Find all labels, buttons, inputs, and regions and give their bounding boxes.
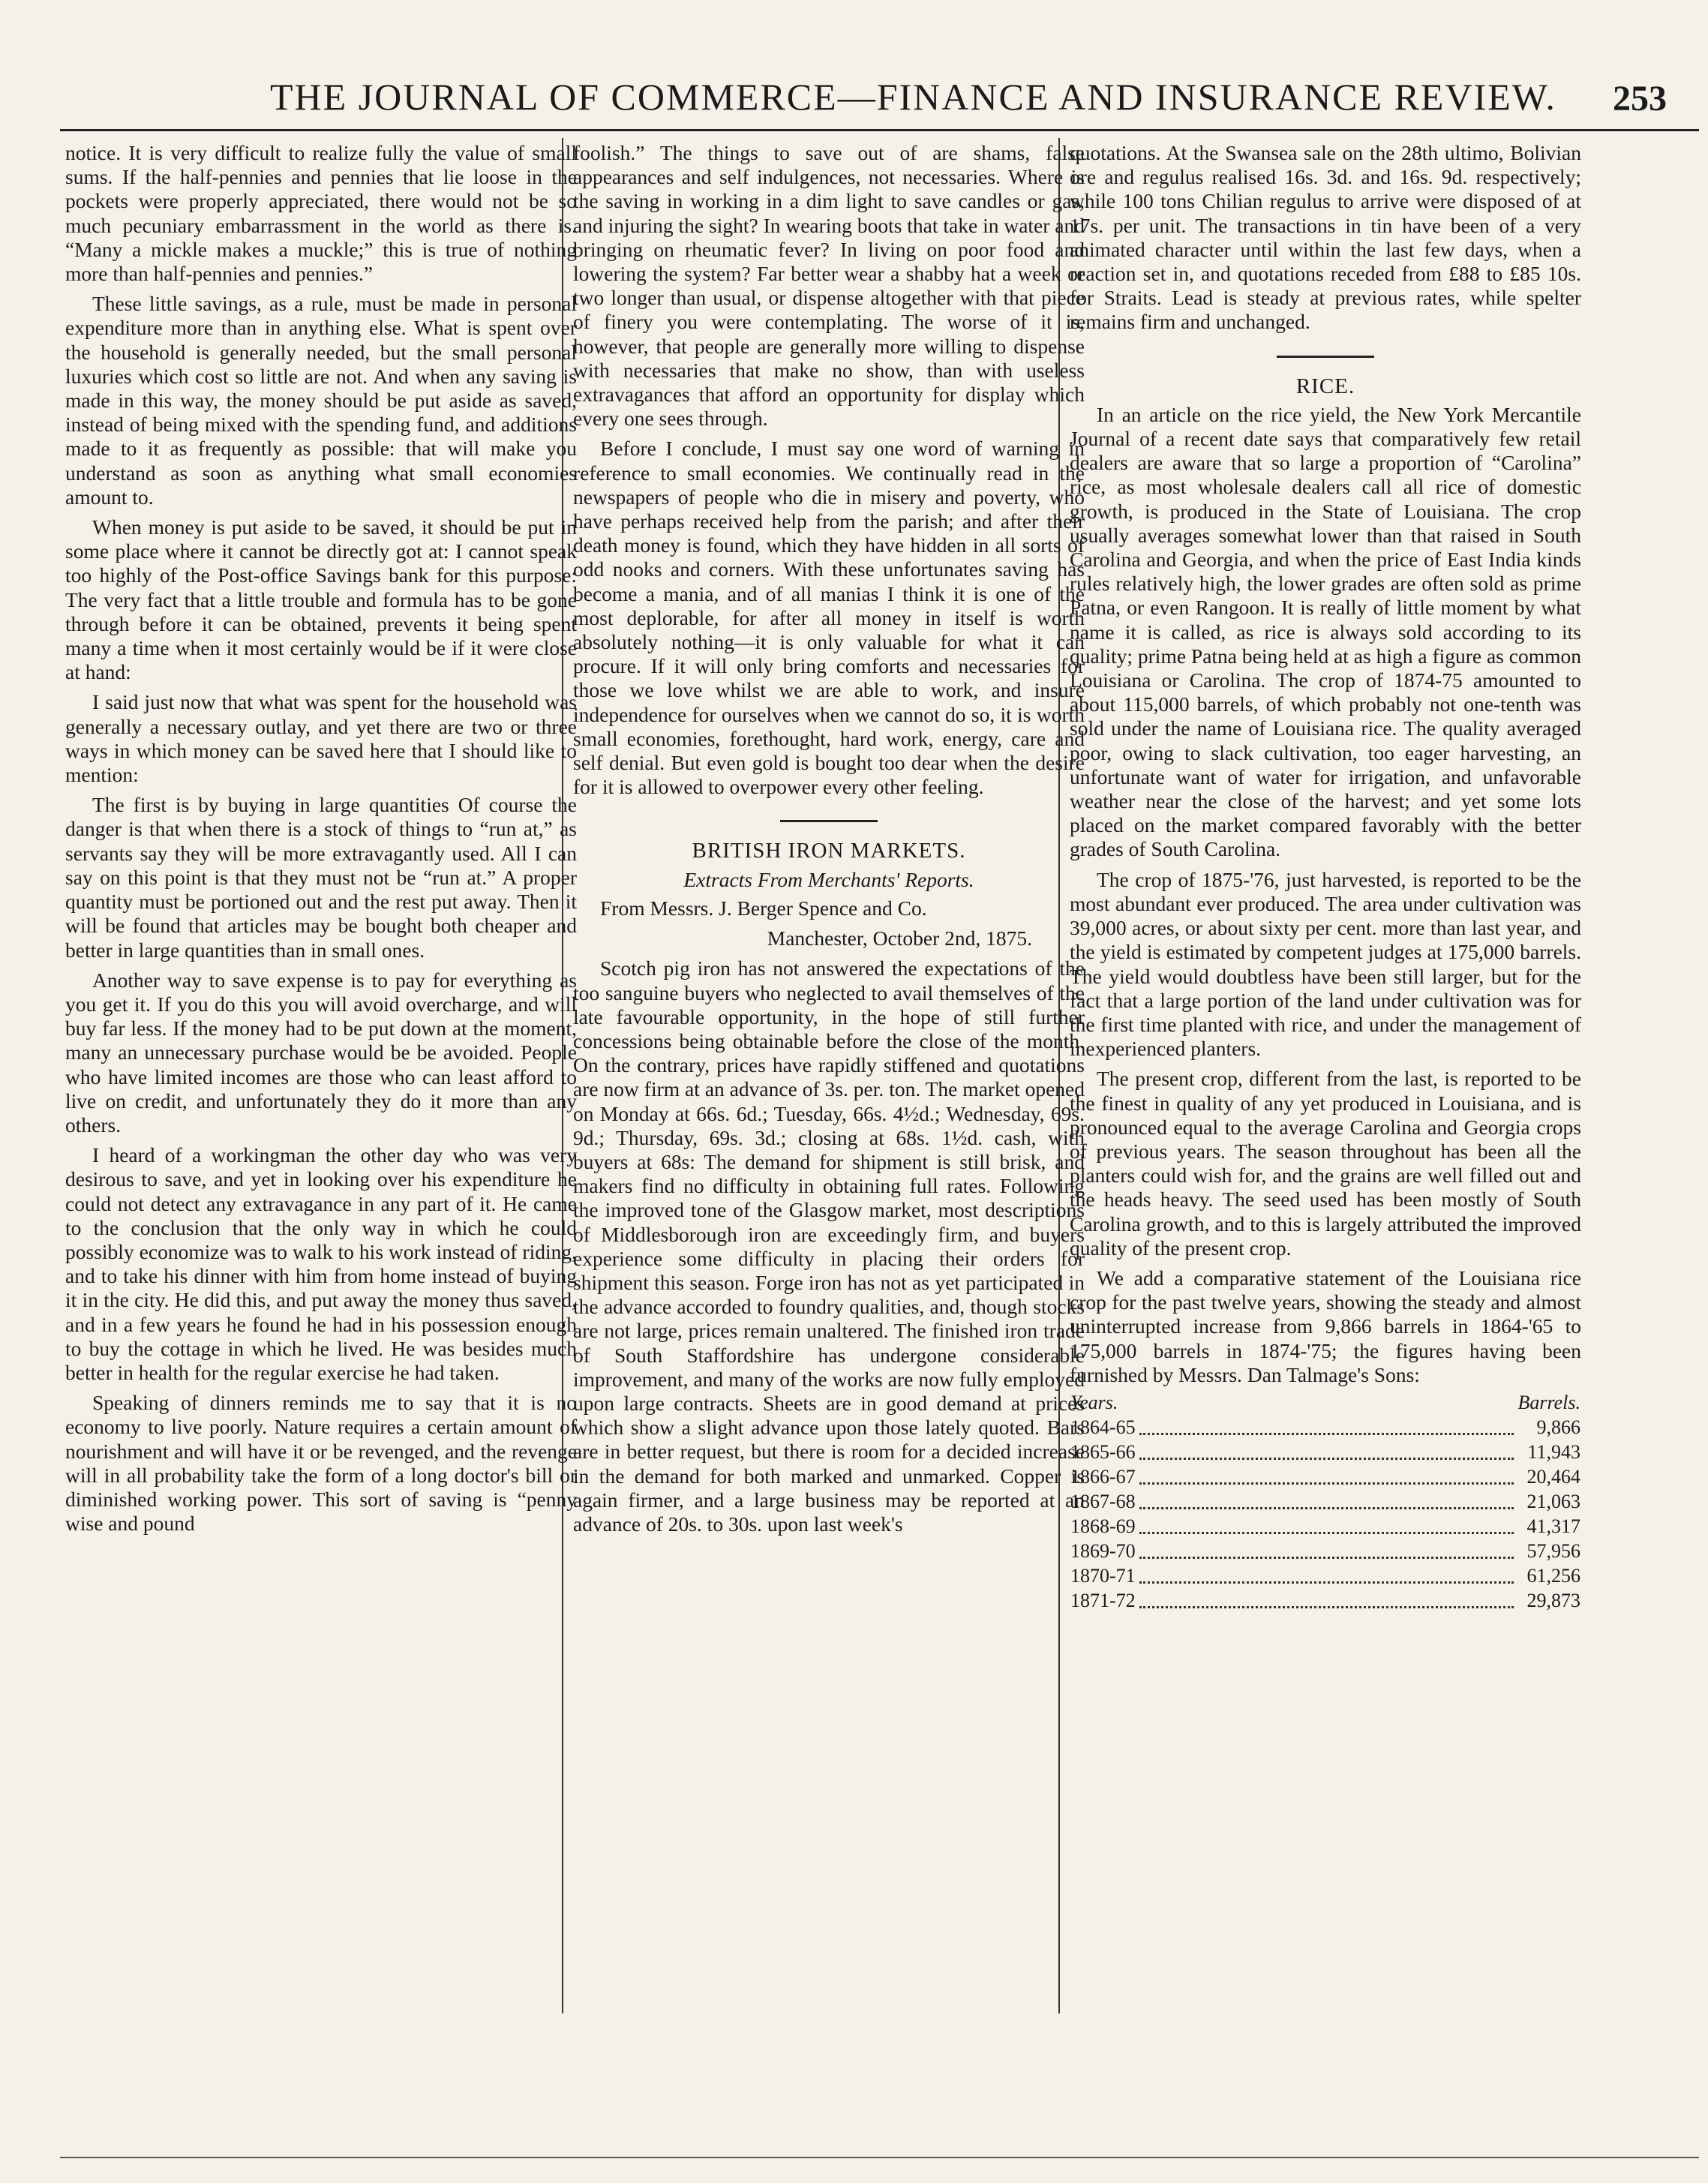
leader-dots (1136, 1489, 1517, 1514)
paragraph: Before I conclude, I must say one word of warning in reference to small economies. We continually read in the newspapers of people who die in misery and poverty, who have perhaps received help from the parish; and after their death money is found, which they have hidden in all sorts of odd nooks and corners. With these unfortunates saving has become a mania, and of all manias I think it is one of the most deplorable, for after all money in itself is worth absolutely nothing—it is only valuable for what it can procure. If it will only bring comforts and necessaries for those we love whilst we are able to work, and insure independence for ourselves when we cannot do so, it is worth small economies, forethought, hard work, energy, care and self denial. But even gold is bought too dear when the desire for it is allowed to overpower every other feeling. (573, 437, 1085, 799)
leader-dots (1136, 1464, 1517, 1489)
barrels-cell: 21,063 (1526, 1490, 1580, 1512)
barrels-cell: 11,943 (1527, 1440, 1580, 1463)
table-row (1070, 1514, 1581, 1539)
rice-heading: RICE. (1295, 374, 1355, 398)
year-cell: 1870-71 (1070, 1564, 1136, 1587)
iron-markets-heading: BRITISH IRON MARKETS. (692, 839, 966, 863)
iron-report-source: From Messrs. J. Berger Spence and Co. (600, 896, 927, 920)
page-number: 253 (1613, 79, 1667, 119)
table-header-row (1070, 1390, 1581, 1415)
year-cell: 1869-70 (1070, 1539, 1136, 1562)
rice-table-body (1070, 1415, 1581, 1613)
year-cell: 1866-67 (1070, 1465, 1136, 1488)
paragraph: notice. It is very difficult to realize fully the value of small sums. If the half-pennies and pennies that lie loose in the pockets were properly appreciated, there would not be so much pecuniary embarrassment in the world as there is. “Many a mickle makes a muckle;” this is true of nothing more than half-pennies and pennies.” (65, 141, 577, 286)
iron-report-body: Scotch pig iron has not answered the expectations of the too sanguine buyers who neglected to avail themselves of the late favourable opportunity, in the hope of still further concessions being obtainable before the close of the month. On the contrary, prices have rapidly stiffened and quotations are now firm at an advance of 3s. per. ton. The market opened on Monday at 66s. 6d.; Tuesday, 66s. 4½d.; Wednesday, 69s. 9d.; Thursday, 69s. 3d.; closing at 68s. 1½d. cash, with buyers at 68s: The demand for shipment is still brisk, and makers find no difficulty in obtaining full rates. Following the improved tone of the Glasgow market, most descriptions of Middlesborough iron are exceedingly firm, and buyers experience some difficulty in placing their orders for shipment this season. Forge iron has not as yet participated in the advance accorded to foundry qualities, and, though stocks are not large, prices remain unaltered. The finished iron trade of South Staffordshire has undergone considerable improvement, and many of the works are now fully employed upon large contracts. Sheets are in good demand at prices which show a slight advance upon those lately quoted. Bars are in better request, but there is room for a decided increase in the demand for both marked and unmarked. Copper is again firmer, and a large business may be reported at an advance of 20s. to 30s. upon last week's (573, 956, 1085, 1536)
leader-dots (1136, 1514, 1517, 1539)
column-3 (1070, 141, 1581, 1613)
bottom-rule (60, 2157, 1699, 2158)
table-row (1070, 1464, 1581, 1489)
table-row (1070, 1588, 1581, 1613)
table-row (1070, 1539, 1581, 1563)
paragraph: foolish.” The things to save out of are shams, false appearances and self indulgences, not necessaries. Where is the saving in working in a dim light to save candles or gas, and injuring the sight? In wearing boots that take in water and bringing on rheumatic fever? In living on poor food and lowering the system? Far better wear a shabby hat a week or two longer than usual, or dispense altogether with that piece of finery you were contemplating. The worse of it is, however, that people are generally more willing to dispense with necessaries that make no show, than with useless extravagances that afford an opportunity for display which every one sees through. (573, 141, 1085, 431)
iron-markets-subheading: Extracts From Merchants' Reports. (683, 867, 974, 891)
iron-report-continued: quotations. At the Swansea sale on the 28th ultimo, Bolivian ore and regulus realised 16s. 3d. and 16s. 9d. respectively; while 100 tons Chilian regulus to arrive were disposed of at 17s. per unit. The transactions in tin have been of a very animated character until within the last few days, when a reaction set in, and quotations receded from £88 to £85 10s. for Straits. Lead is steady at previous rates, while spelter remains firm and unchanged. (1070, 141, 1581, 334)
column-2 (573, 141, 1085, 1536)
paragraph: The crop of 1875-'76, just harvested, is reported to be the most abundant ever produced. The area under cultivation was 39,000 acres, or about sixty per cent. more than last year, and the yield is estimated by competent judges at 175,000 barrels. The yield would doubtless have been still larger, but for the fact that a large portion of the land under cultivation was for the first time planted with rice, and under the management of inexperienced planters. (1070, 867, 1581, 1061)
barrels-cell: 57,956 (1526, 1539, 1580, 1562)
column-1 (65, 141, 577, 1536)
year-cell: 1864-65 (1070, 1416, 1136, 1438)
paragraph: The first is by buying in large quantities Of course the danger is that when there is a stock of things to “run at,” as servants say they will be more extravagantly used. All I can say on this point is that they must not be “run at.” A proper quantity must be portioned out and the rest put away. Then it will be found that articles may be bought both cheaper and better in large quantities than in small ones. (65, 793, 577, 962)
years-column-header: Years. (1070, 1391, 1118, 1413)
barrels-cell: 41,317 (1526, 1515, 1580, 1537)
paragraph: I heard of a workingman the other day who was very desirous to save, and yet in looking over his expenditure he could not detect any extravagance in any part of it. He came to the conclusion that the only way in which he could possibly economize was to walk to his work instead of riding, and to take his dinner with him from home instead of buying it in the city. He did this, and put away the money thus saved, and in a few years he found he had in his possession enough to buy the cottage in which he lived. He was besides much better in health for the regular exercise he had taken. (65, 1143, 577, 1384)
table-row (1070, 1440, 1581, 1464)
barrels-cell: 29,873 (1526, 1589, 1580, 1611)
leader-dots (1136, 1539, 1517, 1563)
barrels-cell: 20,464 (1526, 1465, 1580, 1488)
iron-report-dateline: Manchester, October 2nd, 1875. (767, 926, 1032, 950)
year-cell: 1865-66 (1070, 1440, 1136, 1463)
section-divider (1277, 356, 1374, 358)
paragraph: These little savings, as a rule, must be made in personal expenditure more than in anything else. What is spent over the household is generally needed, but the small personal luxuries which cost so little are not. And when any saving is made in this way, the money should be put aside as saved, instead of being mixed with the spending fund, and additions made to it as frequently as possible: that will make you understand as soon as anything what small economies amount to. (65, 292, 577, 509)
paragraph: The present crop, different from the last, is reported to be the finest in quality of any yet produced in Louisiana, and is pronounced equal to the average Carolina and Georgia crops of previous years. The season throughout has been all the planters could wish for, and the grains are well filled out and the heads heavy. The seed used has been mostly of South Carolina growth, and to this is largely attributed the improved quality of the present crop. (1070, 1067, 1581, 1260)
leader-dots (1136, 1440, 1517, 1464)
table-row (1070, 1415, 1581, 1440)
running-head: THE JOURNAL OF COMMERCE—FINANCE AND INSURANCE REVIEW. (270, 76, 1556, 118)
rice-crop-table (1070, 1390, 1581, 1613)
paragraph: I said just now that what was spent for the household was generally a necessary outlay, and yet there are two or three ways in which money can be saved here that I should like to mention: (65, 690, 577, 787)
barrels-cell: 9,866 (1536, 1416, 1580, 1438)
year-cell: 1871-72 (1070, 1589, 1136, 1611)
paragraph: We add a comparative statement of the Louisiana rice crop for the past twelve years, showing the steady and almost uninterrupted increase from 9,866 barrels in 1864-'65 to 175,000 barrels in 1874-'75; the figures having been furnished by Messrs. Dan Talmage's Sons: (1070, 1266, 1581, 1386)
year-cell: 1868-69 (1070, 1515, 1136, 1537)
section-divider (780, 820, 878, 822)
table-row (1070, 1489, 1581, 1514)
header-rule (60, 129, 1699, 131)
leader-dots (1136, 1588, 1517, 1613)
barrels-cell: 61,256 (1526, 1564, 1580, 1587)
paragraph: When money is put aside to be saved, it should be put in some place where it cannot be directly got at: I cannot speak too highly of the Post-office Savings bank for this purpose: The very fact that a little trouble and formula has to be gone through before it can be obtained, prevents it being spent many a time when it most certainly would be if it were close at hand: (65, 515, 577, 684)
paragraph: Speaking of dinners reminds me to say that it is no economy to live poorly. Nature requires a certain amount of nourishment and will have it or be revenged, and the revenge will in all probability take the form of a long doctor's bill or diminished working power. This sort of saving is “penny wise and pound (65, 1391, 577, 1536)
table-row (1070, 1563, 1581, 1588)
paragraph: In an article on the rice yield, the New York Mercantile Journal of a recent date says that comparatively few retail dealers are aware that so large a proportion of “Carolina” rice, as most wholesale dealers call all rice of domestic growth, is produced in the State of Louisiana. The crop usually averages somewhat lower than that raised in South Carolina and Georgia, and when the price of East India kinds rules relatively high, the lower grades are often sold as prime Patna, or even Rangoon. It is really of little moment by what name it is called, as rice is always sold according to its quality; prime Patna being held at as high a figure as common Louisiana or Carolina. The crop of 1874-75 amounted to about 115,000 barrels, of which probably not one-tenth was sold under the name of Louisiana rice. The quality averaged poor, owing to slack cultivation, too eager harvesting, an unfortunate want of water for irrigation, and unfavorable weather near the close of the harvest; and yet some lots placed on the market compared favorably with the better grades of South Carolina. (1070, 402, 1581, 861)
leader-dots (1136, 1563, 1517, 1588)
paragraph: Another way to save expense is to pay for everything as you get it. If you do this you will avoid overcharge, and will buy far less. If the money had to be put down at the moment, many an unnecessary purchase would be be avoided. People who have limited incomes are those who can least afford to live on credit, and unfortunately they do it more than any others. (65, 968, 577, 1137)
leader-dots (1136, 1415, 1517, 1440)
year-cell: 1867-68 (1070, 1490, 1136, 1512)
barrels-column-header: Barrels. (1517, 1391, 1580, 1413)
